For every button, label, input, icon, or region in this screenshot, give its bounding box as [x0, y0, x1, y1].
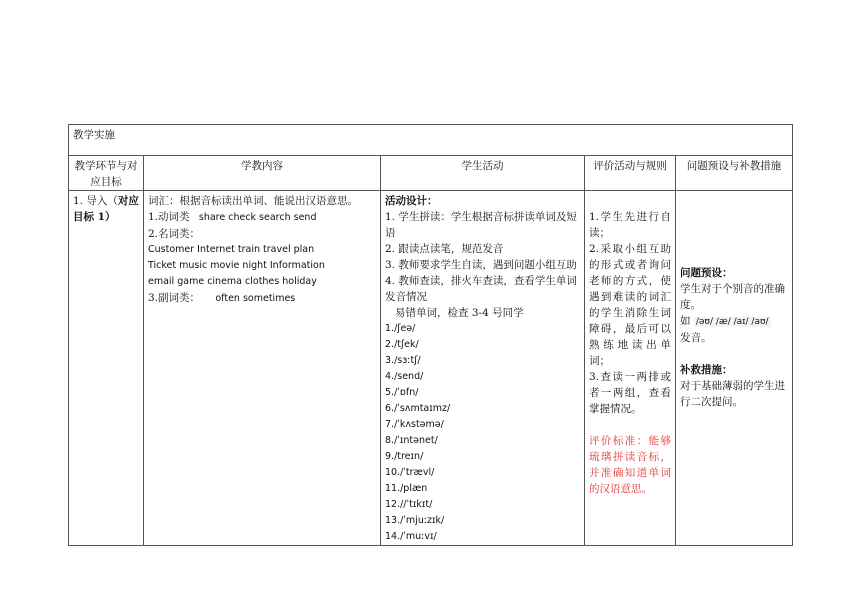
activity-step: 1. 学生拼读：学生根据音标拼读单词及短语 [385, 211, 577, 239]
stage-cell [69, 191, 144, 546]
ipa-item: 2./tʃek/ [385, 339, 419, 350]
header-issues: 问题预设与补教措施 [676, 156, 793, 191]
check-note: 易错单词，检查 3-4 号同学 [395, 307, 524, 319]
activity-step: 2. 跟读点读笔，规范发音 [385, 243, 504, 255]
noun-label: 2.名词类： [148, 228, 201, 240]
ipa-item: 4./send/ [385, 371, 424, 382]
evaluation-standard: 评价标准：能够琉璃拼读音标，并准确知道单词的汉语意思。 [589, 435, 671, 495]
content-cell [144, 191, 381, 546]
issues-cell [676, 191, 793, 546]
header-activity: 学生活动 [381, 156, 585, 191]
stage-prefix: 1. 导入（ [73, 195, 118, 207]
activity-step: 3. 教师要求学生自读，遇到问题小组互助 [385, 259, 577, 271]
content-intro: 词汇：根据音标读出单词、能说出汉语意思。 [148, 195, 358, 207]
ipa-item: 14./ˈmuːvɪ/ [385, 531, 437, 542]
header-row [69, 156, 793, 191]
ipa-item: 11./plæn [385, 483, 428, 494]
evaluation-item: 3.查读一两排或者一两组，查看掌握情况。 [589, 371, 671, 415]
stage-target: 对应目标 1） [73, 195, 139, 223]
verb-label: 1.动词类 [148, 211, 190, 223]
example-suffix: 发音。 [680, 332, 712, 344]
ipa-item: 6./ˈsʌmtaɪmz/ [385, 403, 451, 414]
ipa-item: 7./ˈkʌstəmə/ [385, 419, 444, 430]
noun-line: email game cinema clothes holiday [148, 276, 317, 287]
preset-text: 学生对于个别音的准确度。 [680, 283, 785, 311]
preset-title: 问题预设： [680, 267, 733, 279]
ipa-item: 13./ˈmjuːzɪk/ [385, 515, 445, 526]
table-title: 教学实施 [69, 125, 793, 156]
example-prefix: 如 [680, 315, 691, 327]
evaluation-cell [585, 191, 676, 546]
ipa-item: 3./sɜːtʃ/ [385, 355, 421, 366]
ipa-item: 1./ʃeə/ [385, 323, 416, 334]
noun-line: Customer Internet train travel plan [148, 244, 315, 255]
ipa-item: 9./treɪn/ [385, 451, 424, 462]
evaluation-item: 2.采取小组互助的形式或者询问老师的方式，使遇到难读的词汇的学生消除生词障碍，最后可以熟练地读出单词； [589, 243, 671, 367]
ipa-item: 10./ˈtrævl/ [385, 467, 435, 478]
header-evaluation: 评价活动与规则 [585, 156, 676, 191]
header-content: 学教内容 [144, 156, 381, 191]
noun-line: Ticket music movie night Information [148, 260, 325, 271]
activity-step: 4. 教师查读，排火车查读，查看学生单词发音情况 [385, 275, 577, 303]
teaching-plan-table [68, 124, 793, 546]
verb-words: share check search send [198, 212, 317, 223]
evaluation-item: 1.学生先进行自读； [589, 211, 671, 239]
ipa-item: 8./ˈɪntənet/ [385, 435, 438, 446]
example-ipa: /əʊ/ /æ/ /aɪ/ /aʊ/ [695, 317, 769, 327]
activity-cell [381, 191, 585, 546]
activity-design-title: 活动设计： [385, 195, 438, 207]
table-row [69, 191, 793, 546]
adverb-words: often sometimes [215, 293, 296, 304]
adverb-label: 3.副词类： [148, 292, 201, 304]
ipa-item: 5./ˈɒfn/ [385, 387, 419, 398]
remedy-title: 补救措施： [680, 364, 733, 376]
header-stage: 教学环节与对应目标 [69, 156, 144, 191]
remedy-text: 对于基础薄弱的学生进行二次提问。 [680, 380, 785, 408]
ipa-item: 12.//ˈtɪkɪt/ [385, 499, 433, 510]
